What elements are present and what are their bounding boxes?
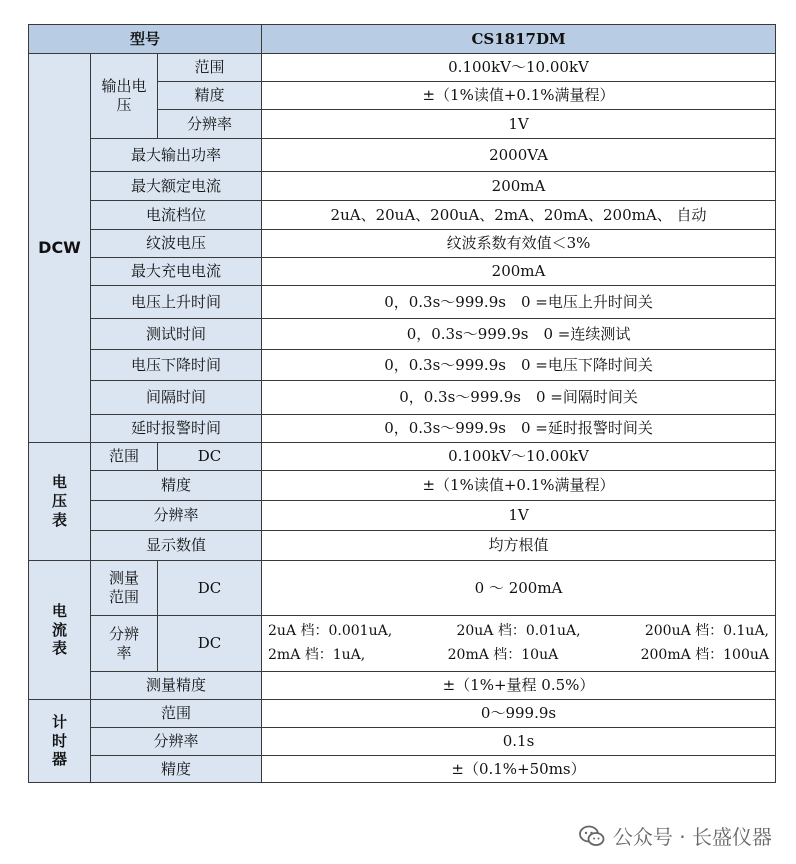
range-value: 0.100kV～10.00kV bbox=[262, 443, 776, 471]
row-value: 0，0.3s～999.9s 0 =延时报警时间关 bbox=[262, 415, 776, 443]
table-row bbox=[29, 415, 776, 443]
output-voltage-label: 输出电压 bbox=[91, 54, 158, 139]
accuracy-value: ±（1%读值+0.1%满量程） bbox=[262, 82, 776, 110]
watermark bbox=[579, 821, 772, 850]
row-label: 测试时间 bbox=[91, 319, 262, 350]
row-value: 2000VA bbox=[262, 139, 776, 172]
table-row bbox=[29, 54, 776, 82]
row-value: 0，0.3s～999.9s 0 =电压下降时间关 bbox=[262, 350, 776, 381]
spec-table bbox=[28, 24, 776, 783]
resolution-line bbox=[262, 647, 775, 665]
accuracy-label: 精度 bbox=[91, 471, 262, 501]
section-timer-label: 计时器 bbox=[52, 712, 68, 769]
section-voltmeter-label: 电压表 bbox=[52, 473, 68, 529]
resolution-item: 20uA 档：0.01uA, bbox=[456, 623, 581, 639]
table-row bbox=[29, 471, 776, 501]
wechat-icon bbox=[579, 825, 605, 847]
range-type: DC bbox=[158, 561, 262, 616]
row-value: 纹波系数有效值＜3% bbox=[262, 230, 776, 258]
row-value: 200mA bbox=[262, 172, 776, 201]
row-label: 延时报警时间 bbox=[91, 415, 262, 443]
resolution-item: 2uA 档：0.001uA, bbox=[268, 623, 393, 639]
table-row bbox=[29, 443, 776, 471]
row-value: 0，0.3s～999.9s 0 =连续测试 bbox=[262, 319, 776, 350]
row-label: 间隔时间 bbox=[91, 381, 262, 415]
resolution-item: 200mA 档：100uA bbox=[640, 646, 769, 663]
resolution-label-text: 分辨率 bbox=[109, 624, 140, 662]
accuracy-label: 精度 bbox=[158, 82, 262, 110]
table-row bbox=[29, 350, 776, 381]
accuracy-value: ±（1%读值+0.1%满量程） bbox=[262, 471, 776, 501]
resolution-label bbox=[91, 616, 158, 672]
table-row bbox=[29, 531, 776, 561]
resolution-item: 2mA 档：1uA, bbox=[268, 646, 366, 663]
accuracy-value: ±（0.1%+50ms） bbox=[262, 756, 776, 783]
row-label: 纹波电压 bbox=[91, 230, 262, 258]
range-value: 0 ～ 200mA bbox=[262, 561, 776, 616]
row-value: 2uA、20uA、200uA、2mA、20mA、200mA、 自动 bbox=[262, 201, 776, 230]
range-label: 范围 bbox=[91, 700, 262, 728]
resolution-label: 分辨率 bbox=[158, 110, 262, 139]
accuracy-label: 测量精度 bbox=[91, 672, 262, 700]
table-row bbox=[29, 381, 776, 415]
resolution-item: 20mA 档：10uA bbox=[447, 646, 559, 663]
accuracy-value: ±（1%+量程 0.5%） bbox=[262, 672, 776, 700]
row-label: 电压下降时间 bbox=[91, 350, 262, 381]
resolution-label: 分辨率 bbox=[91, 501, 262, 531]
table-row bbox=[29, 172, 776, 201]
header-label: 型号 bbox=[29, 25, 262, 54]
range-label: 范围 bbox=[91, 443, 158, 471]
section-timer bbox=[29, 700, 91, 783]
range-type: DC bbox=[158, 443, 262, 471]
row-label: 最大输出功率 bbox=[91, 139, 262, 172]
section-dcw: DCW bbox=[29, 54, 91, 443]
row-label: 最大额定电流 bbox=[91, 172, 262, 201]
resolution-item: 200uA 档：0.1uA, bbox=[644, 623, 769, 639]
table-row bbox=[29, 230, 776, 258]
resolution-line bbox=[262, 623, 775, 641]
table-row bbox=[29, 139, 776, 172]
table-row bbox=[29, 700, 776, 728]
resolution-value bbox=[262, 616, 776, 672]
table-row bbox=[29, 616, 776, 672]
range-label-text: 测量范围 bbox=[109, 569, 140, 606]
table-row bbox=[29, 286, 776, 319]
resolution-value: 0.1s bbox=[262, 728, 776, 756]
header-row bbox=[29, 25, 776, 54]
accuracy-label: 精度 bbox=[91, 756, 262, 783]
table-row bbox=[29, 672, 776, 700]
row-value: 200mA bbox=[262, 258, 776, 286]
range-label bbox=[91, 561, 158, 616]
table-row bbox=[29, 201, 776, 230]
row-value: 0，0.3s～999.9s 0 =间隔时间关 bbox=[262, 381, 776, 415]
resolution-label: 分辨率 bbox=[91, 728, 262, 756]
row-value: 0，0.3s～999.9s 0 =电压上升时间关 bbox=[262, 286, 776, 319]
section-ammeter-label: 电流表 bbox=[52, 601, 68, 658]
range-value: 0.100kV～10.00kV bbox=[262, 54, 776, 82]
display-label: 显示数值 bbox=[91, 531, 262, 561]
table-row bbox=[29, 561, 776, 616]
section-ammeter bbox=[29, 561, 91, 700]
section-voltmeter bbox=[29, 443, 91, 561]
row-label: 电流档位 bbox=[91, 201, 262, 230]
row-label: 最大充电电流 bbox=[91, 258, 262, 286]
table-row bbox=[29, 728, 776, 756]
watermark-text: 公众号 · 长盛仪器 bbox=[612, 825, 772, 849]
display-value: 均方根值 bbox=[262, 531, 776, 561]
table-row bbox=[29, 258, 776, 286]
resolution-value: 1V bbox=[262, 501, 776, 531]
header-model: CS1817DM bbox=[262, 25, 776, 54]
range-value: 0～999.9s bbox=[262, 700, 776, 728]
table-row bbox=[29, 319, 776, 350]
table-row bbox=[29, 501, 776, 531]
resolution-value: 1V bbox=[262, 110, 776, 139]
table-row bbox=[29, 756, 776, 783]
resolution-type: DC bbox=[158, 616, 262, 672]
range-label: 范围 bbox=[158, 54, 262, 82]
row-label: 电压上升时间 bbox=[91, 286, 262, 319]
